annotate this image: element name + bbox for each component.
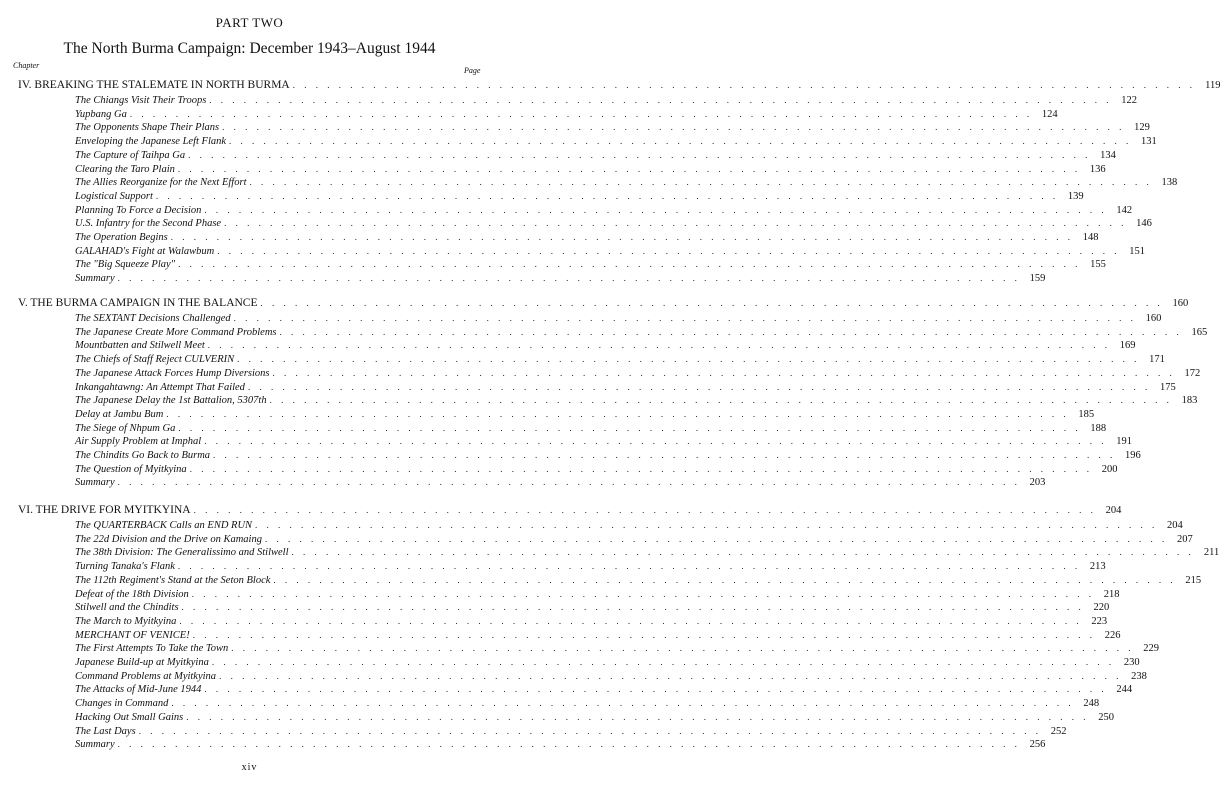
section-entry	[75, 518, 1183, 532]
section-entry-page: 229	[1143, 643, 1160, 655]
section-entry-page: 169	[1119, 340, 1136, 352]
section-entry	[75, 614, 1108, 628]
chapter-heading-title: IV. BREAKING THE STALEMATE IN NORTH BURMA	[18, 79, 290, 91]
page-title: The North Burma Campaign: December 1943–August 1944	[63, 40, 436, 57]
section-entry	[75, 216, 1152, 230]
section-entry-page: 129	[1134, 122, 1150, 134]
section-entry-page: 250	[1098, 711, 1114, 723]
section-entry-title: The QUARTERBACK Calls an END RUN	[75, 520, 253, 531]
section-entry	[75, 257, 1106, 271]
leader-dots: . . . . . . . . . . . . . . . . . . . . . . . . . . . . . . . . . . . . . . . . . . . . . . . . . . . . . . . . . . . . . . . . . . . . . . . . . . . . . . .	[260, 298, 1164, 308]
chapter-heading	[18, 296, 1189, 310]
leader-dots: . . . . . . . . . . . . . . . . . . . . . . . . . . . . . . . . . . . . . . . . . . . . . . . . . . . . . . . . . . . . . . . . . . . . . . . . . . . . . . .	[117, 273, 1021, 284]
section-entry-page: 191	[1116, 436, 1132, 448]
leader-dots: . . . . . . . . . . . . . . . . . . . . . . . . . . . . . . . . . . . . . . . . . . . . . . . . . . . . . . . . . . . . . . . . . . . . . . . . . . . . . . .	[219, 670, 1122, 681]
section-entry-title: The "Big Squeeze Play"	[75, 259, 176, 271]
section-entry-title: Hacking Out Small Gains	[75, 711, 184, 723]
section-entry-title: The Capture of Taihpa Ga	[75, 149, 186, 161]
leader-dots: . . . . . . . . . . . . . . . . . . . . . . . . . . . . . . . . . . . . . . . . . . . . . . . . . . . . . . . . . . . . . . . . . . . . . . . . . . . . . . .	[222, 122, 1125, 133]
section-entry	[75, 724, 1067, 738]
leader-dots: . . . . . . . . . . . . . . . . . . . . . . . . . . . . . . . . . . . . . . . . . . . . . . . . . . . . . . . . . . . . . . . . . . . . . . . . . . . . . . .	[207, 340, 1111, 351]
section-entry-page: 185	[1078, 408, 1095, 420]
section-entry-page: 207	[1176, 533, 1193, 545]
section-entry-page: 171	[1149, 354, 1165, 366]
section-entry-page: 146	[1136, 218, 1152, 230]
page-number-footer: xiv	[241, 762, 258, 773]
section-entry-page: 200	[1101, 463, 1118, 475]
leader-dots: . . . . . . . . . . . . . . . . . . . . . . . . . . . . . . . . . . . . . . . . . . . . . . . . . . . . . . . . . . . . . . . . . . . . . . . . . . . . . . .	[279, 326, 1183, 337]
section-entry-title: Summary	[75, 477, 115, 489]
section-entry-page: 159	[1029, 273, 1046, 285]
section-entry	[75, 148, 1116, 162]
section-entry-title: The Chiangs Visit Their Troops	[75, 95, 207, 106]
section-entry-title: The Last Days	[75, 725, 136, 737]
chapter-heading	[18, 503, 1122, 517]
section-entry	[75, 434, 1132, 448]
section-entry-page: 122	[1121, 95, 1138, 106]
section-entry-page: 256	[1029, 739, 1046, 751]
section-entry-page: 175	[1159, 381, 1176, 393]
section-entry-page: 196	[1125, 450, 1141, 461]
section-entry-title: Planning To Force a Decision	[75, 204, 202, 216]
section-entry	[75, 120, 1150, 134]
section-entry-page: 134	[1100, 149, 1116, 161]
section-entry	[75, 366, 1201, 380]
section-entry	[75, 696, 1100, 710]
section-entry	[75, 559, 1106, 573]
leader-dots: . . . . . . . . . . . . . . . . . . . . . . . . . . . . . . . . . . . . . . . . . . . . . . . . . . . . . . . . . . . . . . . . . . . . . . . . . . . . . . .	[255, 520, 1158, 530]
section-entry	[75, 573, 1202, 587]
part-title: PART TWO	[215, 15, 284, 30]
section-entry-title: Air Supply Problem at Imphal	[75, 436, 202, 448]
section-entry	[75, 175, 1178, 189]
section-entry-page: 155	[1090, 259, 1106, 271]
leader-dots: . . . . . . . . . . . . . . . . . . . . . . . . . . . . . . . . . . . . . . . . . . . . . . . . . . . . . . . . . . . . . . . . . . . . . . . . . . . . . . .	[117, 477, 1021, 488]
leader-dots: . . . . . . . . . . . . . . . . . . . . . . . . . . . . . . . . . . . . . . . . . . . . . . . . . . . . . . . . . . . . . . . . . . . . . . . . . . . . . . .	[191, 588, 1095, 599]
section-entry-page: 148	[1082, 232, 1099, 243]
section-entry-page: 188	[1090, 422, 1107, 434]
section-entry	[75, 655, 1140, 669]
leader-dots: . . . . . . . . . . . . . . . . . . . . . . . . . . . . . . . . . . . . . . . . . . . . . . . . . . . . . . . . . . . . . . . . . . . . . . . . . . . . . . .	[264, 533, 1168, 544]
leader-dots: . . . . . . . . . . . . . . . . . . . . . . . . . . . . . . . . . . . . . . . . . . . . . . . . . . . . . . . . . . . . . . . . . . . . . . . . . . . . . . .	[249, 177, 1153, 188]
section-entry	[75, 407, 1095, 421]
section-entry-page: 138	[1161, 177, 1178, 189]
leader-dots: . . . . . . . . . . . . . . . . . . . . . . . . . . . . . . . . . . . . . . . . . . . . . . . . . . . . . . . . . . . . . . . . . . . . . . . . . . . . . . .	[117, 739, 1021, 750]
leader-dots: . . . . . . . . . . . . . . . . . . . . . . . . . . . . . . . . . . . . . . . . . . . . . . . . . . . . . . . . . . . . . . . . . . . . . . . . . . . . . . .	[177, 561, 1081, 572]
leader-dots: . . . . . . . . . . . . . . . . . . . . . . . . . . . . . . . . . . . . . . . . . . . . . . . . . . . . . . . . . . . . . . . . . . . . . . . . . . . . . . .	[273, 574, 1177, 585]
chapter-heading-title: V. THE BURMA CAMPAIGN IN THE BALANCE	[18, 297, 258, 309]
section-entry-title: Summary	[75, 273, 115, 285]
leader-dots: . . . . . . . . . . . . . . . . . . . . . . . . . . . . . . . . . . . . . . . . . . . . . . . . . . . . . . . . . . . . . . . . . . . . . . . . . . . . . . .	[177, 163, 1081, 174]
leader-dots: . . . . . . . . . . . . . . . . . . . . . . . . . . . . . . . . . . . . . . . . . . . . . . . . . . . . . . . . . . . . . . . . . . . . . . . . . . . . . . .	[233, 313, 1137, 323]
section-entry	[75, 380, 1176, 394]
section-entry-title: The 22d Division and the Drive on Kamaing	[75, 533, 262, 545]
leader-dots: . . . . . . . . . . . . . . . . . . . . . . . . . . . . . . . . . . . . . . . . . . . . . . . . . . . . . . . . . . . . . . . . . . . . . . . . . . . . . . .	[217, 245, 1120, 256]
section-entry-title: Mountbatten and Stilwell Meet	[75, 340, 205, 352]
section-entry-page: 220	[1093, 602, 1110, 614]
section-entry-title: GALAHAD's Fight at Walawbum	[75, 245, 215, 257]
section-entry-title: Delay at Jambu Bum	[75, 408, 164, 420]
leader-dots: . . . . . . . . . . . . . . . . . . . . . . . . . . . . . . . . . . . . . . . . . . . . . . . . . . . . . . . . . . . . . . . . . . . . . . . . . . . . . . .	[188, 149, 1091, 160]
section-entry	[75, 107, 1058, 121]
section-entry-page: 165	[1191, 326, 1208, 338]
leader-dots: . . . . . . . . . . . . . . . . . . . . . . . . . . . . . . . . . . . . . . . . . . . . . . . . . . . . . . . . . . . . . . . . . . . . . . . . . . . . . . .	[211, 657, 1115, 667]
leader-dots: . . . . . . . . . . . . . . . . . . . . . . . . . . . . . . . . . . . . . . . . . . . . . . . . . . . . . . . . . . . . . . . . . . . . . . . . . . . . . . .	[193, 505, 1097, 515]
section-entry-title: Clearing the Taro Plain	[75, 163, 175, 175]
section-entry	[75, 203, 1133, 217]
section-entry-page: 203	[1029, 477, 1046, 489]
leader-dots: . . . . . . . . . . . . . . . . . . . . . . . . . . . . . . . . . . . . . . . . . . . . . . . . . . . . . . . . . . . . . . . . . . . . . . . . . . . . . . .	[204, 436, 1107, 447]
section-entry-page: 244	[1116, 684, 1133, 696]
section-entry-page: 215	[1185, 574, 1202, 586]
leader-dots: . . . . . . . . . . . . . . . . . . . . . . . . . . . . . . . . . . . . . . . . . . . . . . . . . . . . . . . . . . . . . . . . . . . . . . . . . . . . . . .	[189, 463, 1093, 474]
section-entry-page: 160	[1145, 313, 1162, 324]
section-entry-title: The 38th Division: The Generalissimo and Stilwell	[75, 547, 289, 559]
leader-dots: . . . . . . . . . . . . . . . . . . . . . . . . . . . . . . . . . . . . . . . . . . . . . . . . . . . . . . . . . . . . . . . . . . . . . . . . . . . . . . .	[129, 108, 1033, 119]
leader-dots: . . . . . . . . . . . . . . . . . . . . . . . . . . . . . . . . . . . . . . . . . . . . . . . . . . . . . . . . . . . . . . . . . . . . . . . . . . . . . . .	[192, 629, 1096, 640]
section-entry-title: Defeat of the 18th Division	[75, 588, 189, 600]
section-entry-title: The Siege of Nhpum Ga	[75, 422, 176, 434]
section-entry-title: The Opponents Shape Their Plans	[75, 122, 220, 134]
section-entry	[75, 532, 1193, 546]
leader-dots: . . . . . . . . . . . . . . . . . . . . . . . . . . . . . . . . . . . . . . . . . . . . . . . . . . . . . . . . . . . . . . . . . . . . . . . . . . . . . . .	[247, 381, 1151, 392]
chapter-heading-page: 119	[1205, 80, 1220, 91]
leader-dots: . . . . . . . . . . . . . . . . . . . . . . . . . . . . . . . . . . . . . . . . . . . . . . . . . . . . . . . . . . . . . . . . . . . . . . . . . . . . . . .	[204, 204, 1108, 215]
chapter-column-header: Chapter	[13, 61, 40, 70]
section-entry	[75, 737, 1046, 751]
section-entry-title: Logistical Support	[75, 190, 153, 202]
section-entry-title: The Allies Reorganize for the Next Effort	[75, 177, 247, 189]
leader-dots: . . . . . . . . . . . . . . . . . . . . . . . . . . . . . . . . . . . . . . . . . . . . . . . . . . . . . . . . . . . . . . . . . . . . . . . . . . . . . . .	[269, 395, 1173, 406]
section-entry	[75, 338, 1136, 352]
section-entry-title: The Japanese Delay the 1st Battalion, 5307th	[75, 395, 267, 407]
section-entry-title: The 112th Regiment's Stand at the Seton Block	[75, 574, 271, 586]
leader-dots: . . . . . . . . . . . . . . . . . . . . . . . . . . . . . . . . . . . . . . . . . . . . . . . . . . . . . . . . . . . . . . . . . . . . . . . . . . . . . . .	[291, 547, 1195, 558]
leader-dots: . . . . . . . . . . . . . . . . . . . . . . . . . . . . . . . . . . . . . . . . . . . . . . . . . . . . . . . . . . . . . . . . . . . . . . . . . . . . . . .	[138, 725, 1042, 736]
section-entry-page: 213	[1089, 561, 1106, 573]
page-column-header: Page	[464, 66, 481, 75]
leader-dots: . . . . . . . . . . . . . . . . . . . . . . . . . . . . . . . . . . . . . . . . . . . . . . . . . . . . . . . . . . . . . . . . . . . . . . . . . . . . . . .	[179, 615, 1083, 626]
section-entry-page: 248	[1083, 698, 1100, 710]
leader-dots: . . . . . . . . . . . . . . . . . . . . . . . . . . . . . . . . . . . . . . . . . . . . . . . . . . . . . . . . . . . . . . . . . . . . . . . . . . . . . . .	[170, 232, 1074, 242]
section-entry-title: U.S. Infantry for the Second Phase	[75, 218, 222, 230]
chapter-heading-page: 204	[1105, 505, 1122, 516]
section-entry	[75, 352, 1165, 366]
section-entry	[75, 93, 1138, 107]
section-entry	[75, 587, 1120, 601]
section-entry-page: 142	[1116, 204, 1133, 216]
leader-dots: . . . . . . . . . . . . . . . . . . . . . . . . . . . . . . . . . . . . . . . . . . . . . . . . . . . . . . . . . . . . . . . . . . . . . . . . . . . . . . .	[237, 354, 1140, 365]
leader-dots: . . . . . . . . . . . . . . . . . . . . . . . . . . . . . . . . . . . . . . . . . . . . . . . . . . . . . . . . . . . . . . . . . . . . . . . . . . . . . . .	[178, 259, 1081, 270]
chapter-heading	[18, 78, 1220, 92]
section-entry-title: The SEXTANT Decisions Challenged	[75, 313, 231, 324]
section-entry	[75, 271, 1046, 285]
section-entry-title: Stilwell and the Chindits	[75, 602, 179, 614]
section-entry-title: The Japanese Create More Command Problems	[75, 326, 277, 338]
leader-dots: . . . . . . . . . . . . . . . . . . . . . . . . . . . . . . . . . . . . . . . . . . . . . . . . . . . . . . . . . . . . . . . . . . . . . . . . . . . . . . .	[186, 711, 1089, 722]
leader-dots: . . . . . . . . . . . . . . . . . . . . . . . . . . . . . . . . . . . . . . . . . . . . . . . . . . . . . . . . . . . . . . . . . . . . . . . . . . . . . . .	[181, 602, 1085, 613]
section-entry	[75, 448, 1141, 462]
section-entry	[75, 682, 1133, 696]
section-entry-title: MERCHANT OF VENICE!	[75, 629, 190, 641]
section-entry-title: The Japanese Attack Forces Hump Diversions	[75, 367, 270, 379]
section-entry	[75, 628, 1121, 642]
leader-dots: . . . . . . . . . . . . . . . . . . . . . . . . . . . . . . . . . . . . . . . . . . . . . . . . . . . . . . . . . . . . . . . . . . . . . . . . . . . . . . .	[229, 136, 1132, 147]
section-entry-page: 139	[1067, 190, 1084, 202]
leader-dots: . . . . . . . . . . . . . . . . . . . . . . . . . . . . . . . . . . . . . . . . . . . . . . . . . . . . . . . . . . . . . . . . . . . . . . . . . . . . . . .	[231, 643, 1135, 654]
section-entry-title: Inkangahtawng: An Attempt That Failed	[75, 381, 245, 393]
section-entry-page: 238	[1131, 670, 1147, 682]
section-entry-title: The Attacks of Mid-June 1944	[75, 684, 202, 696]
section-entry	[75, 393, 1198, 407]
leader-dots: . . . . . . . . . . . . . . . . . . . . . . . . . . . . . . . . . . . . . . . . . . . . . . . . . . . . . . . . . . . . . . . . . . . . . . . . . . . . . . .	[155, 190, 1059, 201]
section-entry-title: The Chindits Go Back to Burma	[75, 450, 211, 461]
section-entry-title: Yupbang Ga	[75, 108, 127, 120]
section-entry	[75, 189, 1084, 203]
section-entry-page: 230	[1123, 657, 1140, 668]
section-entry	[75, 600, 1110, 614]
leader-dots: . . . . . . . . . . . . . . . . . . . . . . . . . . . . . . . . . . . . . . . . . . . . . . . . . . . . . . . . . . . . . . . . . . . . . . . . . . . . . . .	[272, 367, 1176, 378]
section-entry-page: 252	[1050, 725, 1067, 737]
section-entry	[75, 230, 1099, 244]
section-entry	[75, 421, 1107, 435]
section-entry	[75, 162, 1106, 176]
section-entry-page: 172	[1184, 367, 1201, 379]
section-entry-title: The Chiefs of Staff Reject CULVERIN	[75, 354, 235, 366]
section-entry-title: Turning Tanaka's Flank	[75, 561, 175, 573]
section-entry-page: 136	[1089, 163, 1106, 175]
section-entry	[75, 311, 1162, 325]
section-entry-title: The Operation Begins	[75, 232, 168, 243]
leader-dots: . . . . . . . . . . . . . . . . . . . . . . . . . . . . . . . . . . . . . . . . . . . . . . . . . . . . . . . . . . . . . . . . . . . . . . . . . . . . . . .	[204, 684, 1108, 695]
section-entry-title: Command Problems at Myitkyina	[75, 670, 217, 682]
section-entry	[75, 641, 1160, 655]
section-entry-title: Japanese Build-up at Myitkyina	[75, 657, 209, 668]
section-entry	[75, 462, 1118, 476]
section-entry-page: 183	[1181, 395, 1198, 407]
section-entry-page: 124	[1041, 108, 1058, 120]
section-entry-page: 131	[1141, 136, 1157, 148]
section-entry-title: The Question of Myitkyina	[75, 463, 187, 475]
section-entry-page: 151	[1129, 245, 1145, 257]
leader-dots: . . . . . . . . . . . . . . . . . . . . . . . . . . . . . . . . . . . . . . . . . . . . . . . . . . . . . . . . . . . . . . . . . . . . . . . . . . . . . . .	[292, 80, 1196, 90]
section-entry-title: Summary	[75, 739, 115, 751]
section-entry-page: 204	[1167, 520, 1183, 531]
section-entry	[75, 325, 1208, 339]
leader-dots: . . . . . . . . . . . . . . . . . . . . . . . . . . . . . . . . . . . . . . . . . . . . . . . . . . . . . . . . . . . . . . . . . . . . . . . . . . . . . . .	[178, 422, 1082, 433]
leader-dots: . . . . . . . . . . . . . . . . . . . . . . . . . . . . . . . . . . . . . . . . . . . . . . . . . . . . . . . . . . . . . . . . . . . . . . . . . . . . . . .	[171, 698, 1075, 709]
leader-dots: . . . . . . . . . . . . . . . . . . . . . . . . . . . . . . . . . . . . . . . . . . . . . . . . . . . . . . . . . . . . . . . . . . . . . . . . . . . . . . .	[209, 95, 1113, 105]
section-entry-title: The First Attempts To Take the Town	[75, 643, 229, 655]
section-entry	[75, 134, 1157, 148]
section-entry-title: Enveloping the Japanese Left Flank	[75, 136, 227, 148]
section-entry-title: The March to Myitkyina	[75, 615, 177, 627]
leader-dots: . . . . . . . . . . . . . . . . . . . . . . . . . . . . . . . . . . . . . . . . . . . . . . . . . . . . . . . . . . . . . . . . . . . . . . . . . . . . . . .	[224, 218, 1127, 229]
section-entry	[75, 244, 1145, 258]
section-entry-page: 218	[1103, 588, 1120, 600]
section-entry	[75, 545, 1220, 559]
leader-dots: . . . . . . . . . . . . . . . . . . . . . . . . . . . . . . . . . . . . . . . . . . . . . . . . . . . . . . . . . . . . . . . . . . . . . . . . . . . . . . .	[166, 408, 1070, 419]
section-entry-page: 223	[1091, 615, 1108, 627]
leader-dots: . . . . . . . . . . . . . . . . . . . . . . . . . . . . . . . . . . . . . . . . . . . . . . . . . . . . . . . . . . . . . . . . . . . . . . . . . . . . . . .	[213, 450, 1116, 460]
section-entry	[75, 475, 1046, 489]
chapter-heading-page: 160	[1172, 298, 1189, 309]
chapter-heading-title: VI. THE DRIVE FOR MYITKYINA	[18, 504, 191, 516]
section-entry-page: 211	[1203, 547, 1220, 559]
section-entry	[75, 710, 1114, 724]
section-entry-title: Changes in Command	[75, 698, 169, 710]
section-entry-page: 226	[1104, 629, 1121, 641]
section-entry	[75, 669, 1147, 683]
